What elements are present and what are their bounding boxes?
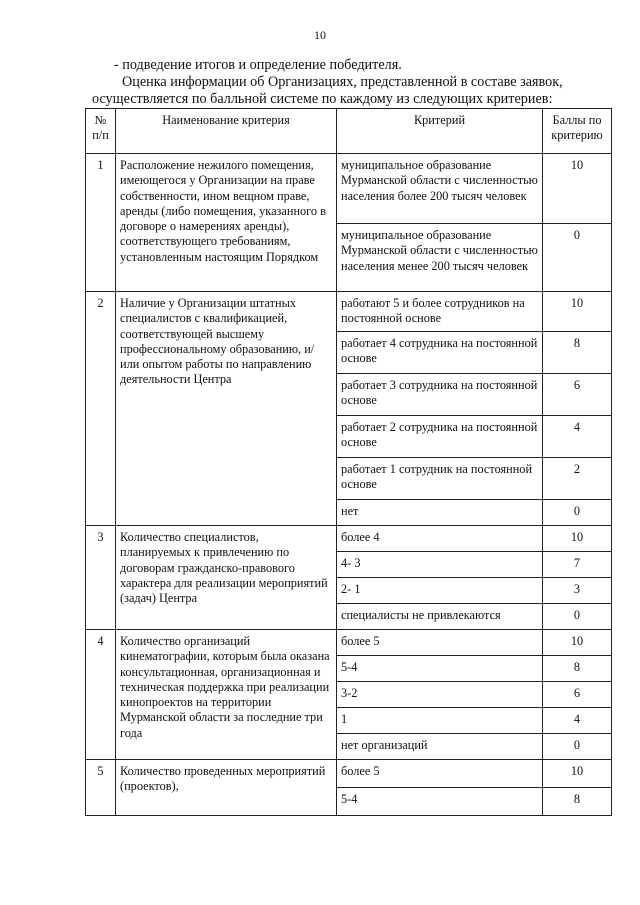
criterion-score: 0	[543, 224, 612, 292]
criterion-option: более 5	[337, 630, 543, 656]
criterion-score: 0	[543, 500, 612, 526]
criterion-option: специалисты не привлекаются	[337, 604, 543, 630]
criterion-option: нет	[337, 500, 543, 526]
criterion-name: Расположение нежилого помещения, имеющегося у Организации на праве собственности, ином вещном праве, аренды (либо помещения, указанного в договоре о намерениях аренды), соответствующего требованиям, установленным настоящим Порядком	[116, 154, 337, 292]
criterion-name: Наличие у Организации штатных специалистов с квалификацией, соответствующей высшему профессиональному образованию, и/или опытом работы по направлению деятельности Центра	[116, 292, 337, 526]
table-row	[86, 292, 612, 332]
criterion-number: 2	[86, 292, 116, 526]
header-criterion: Критерий	[337, 109, 543, 154]
criterion-score: 10	[543, 760, 612, 788]
table-row	[86, 630, 612, 656]
criterion-score: 7	[543, 552, 612, 578]
criterion-score: 8	[543, 656, 612, 682]
criterion-number: 3	[86, 526, 116, 630]
criterion-option: работают 5 и более сотрудников на постоянной основе	[337, 292, 543, 332]
page-number: 10	[314, 28, 326, 42]
table-header-row	[86, 109, 612, 154]
criteria-table	[85, 108, 612, 816]
criterion-name: Количество проведенных мероприятий (проектов),	[116, 760, 337, 816]
criterion-name: Количество специалистов, планируемых к привлечению по договорам гражданско-правового характера для реализации мероприятий (задач) Центра	[116, 526, 337, 630]
criterion-option: 5-4	[337, 656, 543, 682]
criterion-number: 4	[86, 630, 116, 760]
criterion-score: 10	[543, 526, 612, 552]
criterion-option: 3-2	[337, 682, 543, 708]
criterion-score: 0	[543, 604, 612, 630]
criterion-option: работает 3 сотрудника на постоянной основе	[337, 374, 543, 416]
intro-text	[92, 57, 622, 108]
criterion-option: 2- 1	[337, 578, 543, 604]
header-name: Наименование критерия	[116, 109, 337, 154]
criterion-option: более 5	[337, 760, 543, 788]
criterion-score: 10	[543, 292, 612, 332]
criterion-score: 10	[543, 154, 612, 224]
criterion-option: работает 1 сотрудник на постоянной основе	[337, 458, 543, 500]
criterion-score: 8	[543, 332, 612, 374]
intro-line-1: - подведение итогов и определение победителя.	[114, 57, 402, 73]
criterion-option: более 4	[337, 526, 543, 552]
criterion-score: 6	[543, 682, 612, 708]
table-row	[86, 760, 612, 788]
criterion-option: работает 2 сотрудника на постоянной основе	[337, 416, 543, 458]
intro-line-2: Оценка информации об Организациях, представленной в составе заявок,	[122, 74, 563, 90]
criterion-score: 2	[543, 458, 612, 500]
criterion-name: Количество организаций кинематографии, которым была оказана консультационная, организационная и техническая поддержка при реализации кинопроектов на территории Мурманской области за последние три года	[116, 630, 337, 760]
criterion-score: 10	[543, 630, 612, 656]
table-row	[86, 526, 612, 552]
criterion-option: нет организаций	[337, 734, 543, 760]
criterion-score: 6	[543, 374, 612, 416]
criterion-option: 5-4	[337, 788, 543, 816]
criterion-number: 5	[86, 760, 116, 816]
header-num: № п/п	[86, 109, 116, 154]
criterion-score: 0	[543, 734, 612, 760]
criterion-option: 1	[337, 708, 543, 734]
criterion-option: муниципальное образование Мурманской области с численностью населения менее 200 тысяч человек	[337, 224, 543, 292]
criterion-score: 3	[543, 578, 612, 604]
criterion-number: 1	[86, 154, 116, 292]
criterion-score: 8	[543, 788, 612, 816]
criterion-option: 4- 3	[337, 552, 543, 578]
table-row	[86, 154, 612, 224]
header-score: Баллы по критерию	[543, 109, 612, 154]
criteria-body	[86, 154, 612, 816]
intro-line-3: осуществляется по балльной системе по каждому из следующих критериев:	[92, 91, 553, 107]
criterion-option: муниципальное образование Мурманской области с численностью населения более 200 тысяч человек	[337, 154, 543, 224]
criterion-score: 4	[543, 416, 612, 458]
criterion-option: работает 4 сотрудника на постоянной основе	[337, 332, 543, 374]
criterion-score: 4	[543, 708, 612, 734]
